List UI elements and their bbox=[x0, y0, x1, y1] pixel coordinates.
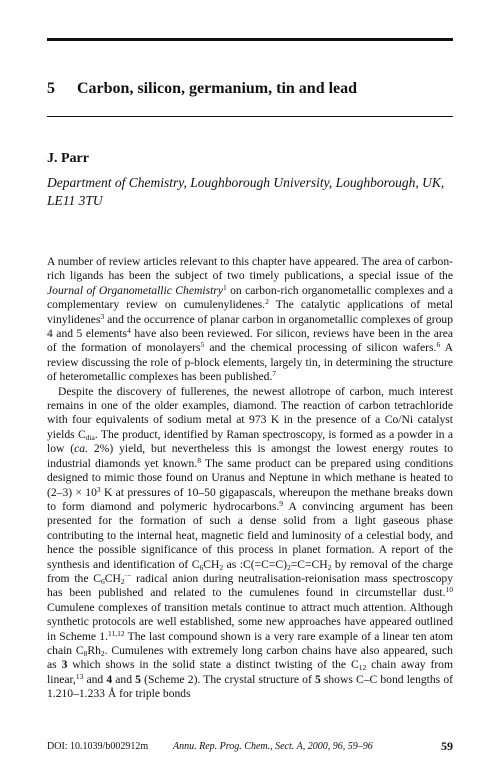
chapter-number: 5 bbox=[47, 80, 55, 97]
chapter-heading bbox=[47, 80, 453, 98]
article-body bbox=[47, 255, 453, 702]
chapter-title: Carbon, silicon, germanium, tin and lead bbox=[77, 80, 358, 97]
page-number: 59 bbox=[441, 739, 453, 753]
author-affiliation: Department of Chemistry, Loughborough University, Loughborough, UK, LE11 3TU bbox=[47, 175, 445, 208]
top-rule bbox=[47, 38, 453, 41]
paragraph-2: Despite the discovery of fullerenes, the newest allotrope of carbon, much interest remains in one of the older examples, diamond. The reaction of carbon tetrachloride with four equivalents of sodium metal at 973 K in the presence of a Co/Ni catalyst yields $C_{dia}$. The product, identified by Raman spectroscopy, is formed as a powder in a low (ca. 2%) yield, but nevertheless this is amongst the lowest energy routes to industrial diamonds yet known.$^8$ The same product can be prepared using conditions designed to mimic those found on Uranus and Neptune in which methane is heated to $(2-3) \times 10^3$ K at pressures of 10–50 gigapascals, whereupon the methane breaks down to form diamond and polymeric hydrocarbons.$^9$ A convincing argument has been presented for the formation of such a dense solid from a light gaseous phase contributing to the internal heat, magnetic field and luminosity of a celestial body, and hence the possible significance of this process in planet formation. A report of the synthesis and identification of $C_6CH_2$ as $:C(=C=C)_2=C=CH_2$ by removal of the charge from the $C_6CH_2^{\cdot-}$ radical anion during neutralisation-reionisation mass spectroscopy has been published and related to the cumulenes found in circumstellar dust.$^{10}$ Cumulene complexes of transition metals continue to attract much attention. Although synthetic protocols are well established, some new approaches have appeared outlined in Scheme 1.$^{11,12}$ The last compound shown is a very rare example of a linear ten atom chain $C_8Rh_2$. Cumulenes with extremely long carbon chains have also appeared, such as 3 which shows in the solid state a distinct twisting of the $C_{12}$ chain away from linear,$^{13}$ and 4 and 5 (Scheme 2). The crystal structure of 5 shows C–C bond lengths of 1.210–1.233 Å for triple bonds bbox=[47, 384, 453, 701]
doi-text: DOI: 10.1039/b002912m bbox=[47, 741, 149, 752]
journal-citation: Annu. Rep. Prog. Chem., Sect. A, 2000, 96, 59–96 bbox=[173, 741, 373, 752]
paragraph-1: A number of review articles relevant to this chapter have appeared. The area of carbon-rich ligands has been the subject of two timely publications, a special issue of the Journal of Organometallic Chemistry$^1$ on carbon-rich organometallic complexes and a complementary review on cumulenylidenes.$^2$ The catalytic applications of metal vinylidenes$^3$ and the occurrence of planar carbon in organometallic complexes of group 4 and 5 elements$^4$ have also been reviewed. For silicon, reviews have been in the area of the formation of monolayers$^5$ and the chemical processing of silicon wafers.$^6$ A review discussing the role of p-block elements, largely tin, in determining the structure of heterometallic complexes has been published.$^7$ bbox=[47, 255, 453, 384]
author-name: J. Parr bbox=[47, 151, 89, 166]
heading-rule bbox=[47, 116, 453, 117]
